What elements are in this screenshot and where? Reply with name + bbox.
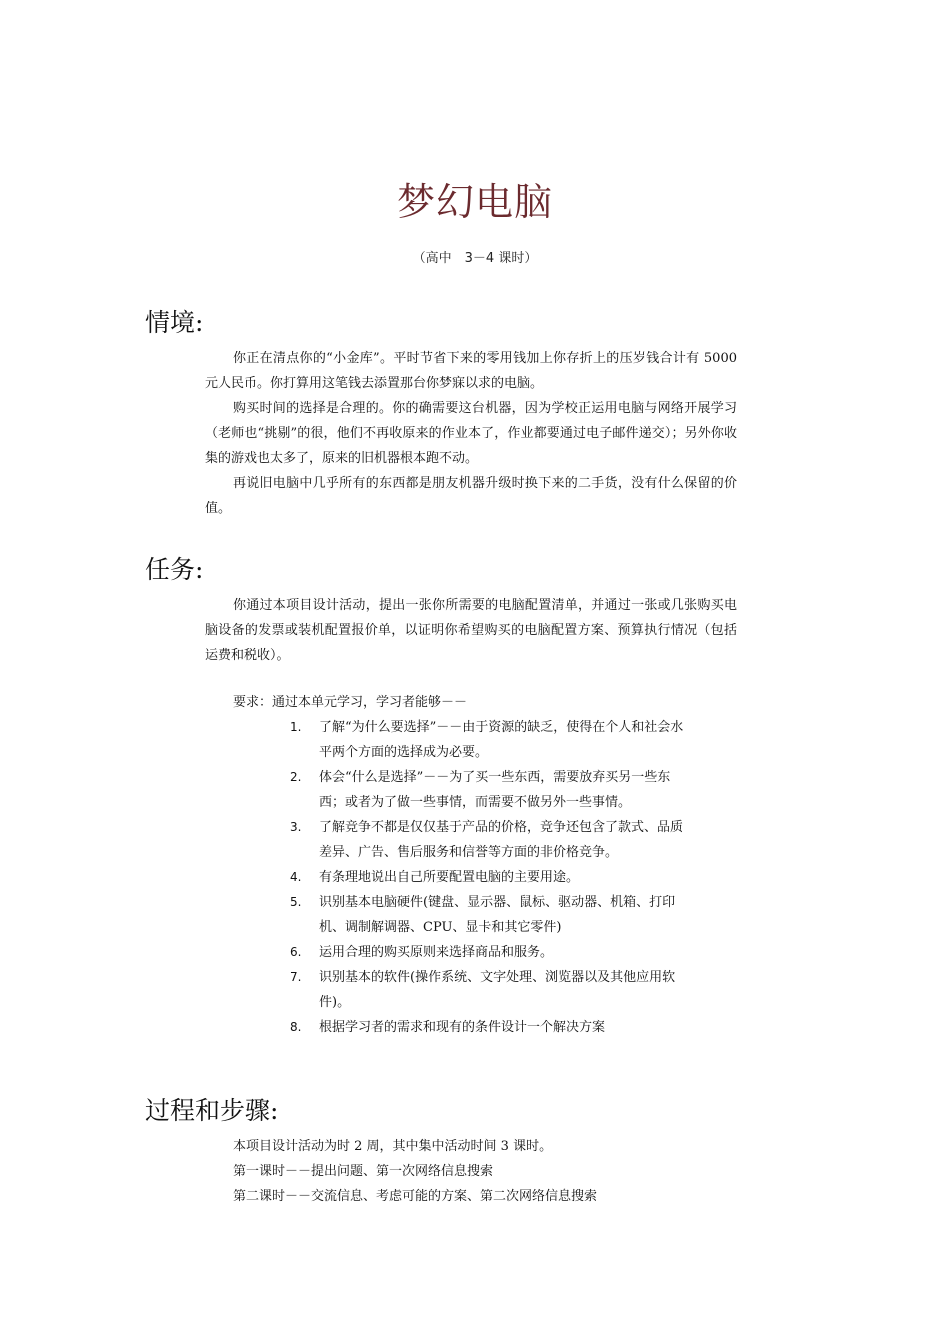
task-paragraph: 你通过本项目设计活动，提出一张你所需要的电脑配置清单，并通过一张或几张购买电脑设备的发票或装机配置报价单，以证明你希望购买的电脑配置方案、预算执行情况（包括运费和税收）。	[205, 598, 737, 663]
list-number: 6.	[290, 945, 302, 959]
document-title: 梦幻电脑	[396, 180, 553, 224]
task-heading: 任务:	[145, 555, 204, 584]
list-text: 了解竞争不都是仅仅基于产品的价格，竞争还包含了款式、品质差异、广告、售后服务和信誉等方面的非价格竞争。	[319, 820, 684, 860]
list-item	[290, 815, 690, 865]
list-number: 2.	[290, 770, 302, 784]
process-line: 本项目设计活动为时 2 周，其中集中活动时间 3 课时。	[233, 1139, 553, 1154]
process-heading: 过程和步骤:	[145, 1096, 279, 1125]
situation-paragraph-3: 再说旧电脑中几乎所有的东西都是朋友机器升级时换下来的二手货，没有什么保留的价值。	[205, 476, 737, 516]
list-text: 根据学习者的需求和现有的条件设计一个解决方案	[319, 1020, 606, 1035]
document-subtitle: （高中 3－4 课时）	[412, 251, 538, 266]
list-number: 8.	[290, 1020, 302, 1034]
list-item	[290, 890, 690, 940]
process-line: 第二课时－－交流信息、考虑可能的方案、第二次网络信息搜索	[233, 1189, 598, 1204]
process-lines	[233, 1134, 597, 1209]
list-item	[290, 965, 690, 1015]
requirement-intro: 要求：通过本单元学习，学习者能够－－	[233, 695, 468, 710]
list-item	[290, 940, 690, 965]
list-item	[290, 715, 690, 765]
list-text: 体会“什么是选择”－－为了买一些东西，需要放弃买另一些东西；或者为了做一些事情，而需要不做另外一些事情。	[319, 770, 671, 810]
list-text: 有条理地说出自己所要配置电脑的主要用途。	[319, 870, 580, 885]
list-item	[290, 765, 690, 815]
list-number: 4.	[290, 870, 302, 884]
list-number: 3.	[290, 820, 302, 834]
list-number: 1.	[290, 720, 302, 734]
list-item	[290, 865, 690, 890]
list-item	[290, 1015, 690, 1040]
list-text: 识别基本电脑硬件(键盘、显示器、鼠标、驱动器、机箱、打印机、调制解调器、CPU、显卡和其它零件)	[319, 895, 676, 935]
situation-heading: 情境:	[145, 308, 204, 337]
list-text: 识别基本的软件(操作系统、文字处理、浏览器以及其他应用软件)。	[319, 970, 676, 1010]
requirements-list	[290, 715, 690, 1040]
process-line: 第一课时－－提出问题、第一次网络信息搜索	[233, 1164, 494, 1179]
list-text: 运用合理的购买原则来选择商品和服务。	[319, 945, 554, 960]
situation-paragraph-2: 购买时间的选择是合理的。你的确需要这台机器，因为学校正运用电脑与网络开展学习（老师也“挑剔”的很，他们不再收原来的作业本了，作业都要通过电子邮件递交）；另外你收集的游戏也太多了，原来的旧机器根本跑不动。	[205, 401, 737, 466]
list-text: 了解“为什么要选择”－－由于资源的缺乏，使得在个人和社会水平两个方面的选择成为必要。	[319, 720, 684, 760]
list-number: 5.	[290, 895, 302, 909]
situation-paragraph-1: 你正在清点你的“小金库”。平时节省下来的零用钱加上你存折上的压岁钱合计有 5000 元人民币。你打算用这笔钱去添置那台你梦寐以求的电脑。	[205, 351, 737, 391]
list-number: 7.	[290, 970, 302, 984]
